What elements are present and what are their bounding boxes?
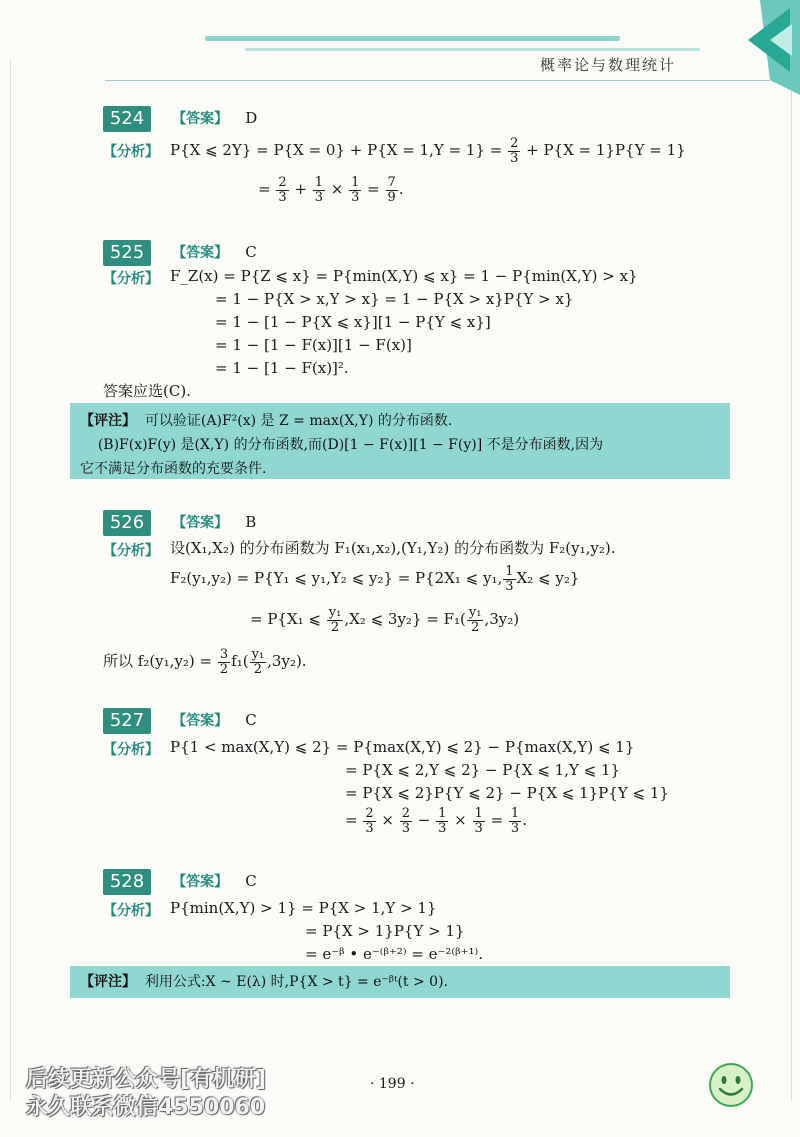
answer-label: 【答案】 xyxy=(172,874,229,890)
problem-number: 524 xyxy=(103,106,151,132)
formula-line: = e⁻ᵝ • e⁻⁽ᵝ⁺²⁾ = e⁻²⁽ᵝ⁺¹⁾. xyxy=(305,945,483,963)
header-stripe xyxy=(205,36,620,41)
analysis-label: 【分析】 xyxy=(103,903,159,919)
conclusion-text: 答案应选(C). xyxy=(103,382,191,400)
problem-number: 527 xyxy=(103,708,151,734)
analysis-label: 【分析】 xyxy=(103,742,159,758)
formula-line: F_Z(x) = P{Z ⩽ x} = P{min(X,Y) ⩽ x} = 1 − P{min(X,Y) > x} xyxy=(170,267,638,285)
page-number: · 199 · xyxy=(370,1076,415,1092)
formula-line: = $\frac{2}{3}$ + $\frac{1}{3}$ × $\frac{1}{3}$ = $\frac{7}{9}$ . xyxy=(258,174,404,205)
answer-label: 【答案】 xyxy=(172,713,229,729)
note-box: 【评注】 利用公式:X ~ E(λ) 时,P{X > t} = e⁻ᵝᵗ(t > 0). xyxy=(70,966,730,998)
formula-line: = $\frac{2}{3}$ × $\frac{2}{3}$ − $\frac{1}{3}$ × $\frac{1}{3}$ = $\frac{1}{3}$ . xyxy=(345,805,527,836)
formula-line: = P{X > 1}P{Y > 1} xyxy=(305,922,465,940)
formula-line: = 1 − [1 − F(x)][1 − F(x)] xyxy=(215,336,412,354)
answer-label: 【答案】 xyxy=(172,515,229,531)
watermark-text: 永久联系微信4550060 xyxy=(26,1095,266,1120)
problem-524 xyxy=(103,104,783,132)
answer-value: D xyxy=(245,109,258,127)
problem-number: 525 xyxy=(103,240,151,266)
formula-line: = 1 − [1 − P{X ⩽ x}][1 − P{Y ⩽ x}] xyxy=(215,313,491,331)
answer-label: 【答案】 xyxy=(172,245,229,261)
watermark-text: 后续更新公众号[有机研] xyxy=(26,1067,267,1092)
analysis-label: 【分析】 xyxy=(103,543,159,559)
problem-528 xyxy=(103,867,783,895)
answer-value: B xyxy=(245,513,257,531)
header-stripe-thin xyxy=(245,48,700,51)
formula-line: = 1 − P{X > x,Y > x} = 1 − P{X > x}P{Y > x} xyxy=(215,290,574,308)
problem-number: 528 xyxy=(103,869,151,895)
formula-line: 所以 f₂(y₁,y₂) = $\frac{3}{2}$ f₁( $\frac{\text{y₁}}{2}$ ,3y₂). xyxy=(103,646,307,677)
running-header-title: 概率论与数理统计 xyxy=(540,56,677,74)
formula-line: = P{X₁ ⩽ $\frac{\text{y₁}}{2}$ ,X₂ ⩽ 3y₂} = F₁( $\frac{\text{y₁}}{2}$ ,3y₂) xyxy=(250,604,520,635)
problem-526 xyxy=(103,508,783,536)
page-frame-left xyxy=(10,60,11,1100)
formula-line: 设(X₁,X₂) 的分布函数为 F₁(x₁,x₂),(Y₁,Y₂) 的分布函数为 F₂(y₁,y₂). xyxy=(170,539,616,557)
answer-value: C xyxy=(245,872,257,890)
formula-line: P{min(X,Y) > 1} = P{X > 1,Y > 1} xyxy=(170,899,437,917)
formula-line: P{1 < max(X,Y) ⩽ 2} = P{max(X,Y) ⩽ 2} − P{max(X,Y) ⩽ 1} xyxy=(170,738,635,756)
note-label: 【评注】 xyxy=(80,413,136,429)
problem-527 xyxy=(103,706,783,734)
analysis-label: 【分析】 xyxy=(103,271,159,287)
analysis-label: 【分析】 xyxy=(103,144,159,160)
problem-number: 526 xyxy=(103,510,151,536)
formula-line: = P{X ⩽ 2}P{Y ⩽ 2} − P{X ⩽ 1}P{Y ⩽ 1} xyxy=(345,784,669,802)
smiley-icon xyxy=(708,1062,754,1108)
header-rule xyxy=(105,80,770,81)
formula-line: = P{X ⩽ 2,Y ⩽ 2} − P{X ⩽ 1,Y ⩽ 1} xyxy=(345,761,621,779)
note-box: 【评注】 可以验证(A)F²(x) 是 Z = max(X,Y) 的分布函数. (B)F(x)F(y) 是(X,Y) 的分布函数,而(D)[1 − F(x)][1 − F(y)] 不是分布函数,因为 它不满足分布函数的充要条件. xyxy=(70,403,730,479)
note-label: 【评注】 xyxy=(80,974,136,990)
problem-525 xyxy=(103,238,783,266)
answer-label: 【答案】 xyxy=(172,111,229,127)
formula-line: = 1 − [1 − F(x)]². xyxy=(215,359,349,377)
formula-line: F₂(y₁,y₂) = P{Y₁ ⩽ y₁,Y₂ ⩽ y₂} = P{2X₁ ⩽ y₁, $\frac{1}{3}$ X₂ ⩽ y₂} xyxy=(170,563,580,594)
corner-arrow-icon xyxy=(730,0,800,95)
page-frame-right xyxy=(791,60,792,1100)
answer-value: C xyxy=(245,243,257,261)
answer-value: C xyxy=(245,711,257,729)
formula-line: P{X ⩽ 2Y} = P{X = 0} + P{X = 1,Y = 1} = $\frac{2}{3}$ + P{X = 1}P{Y = 1} xyxy=(170,135,686,166)
